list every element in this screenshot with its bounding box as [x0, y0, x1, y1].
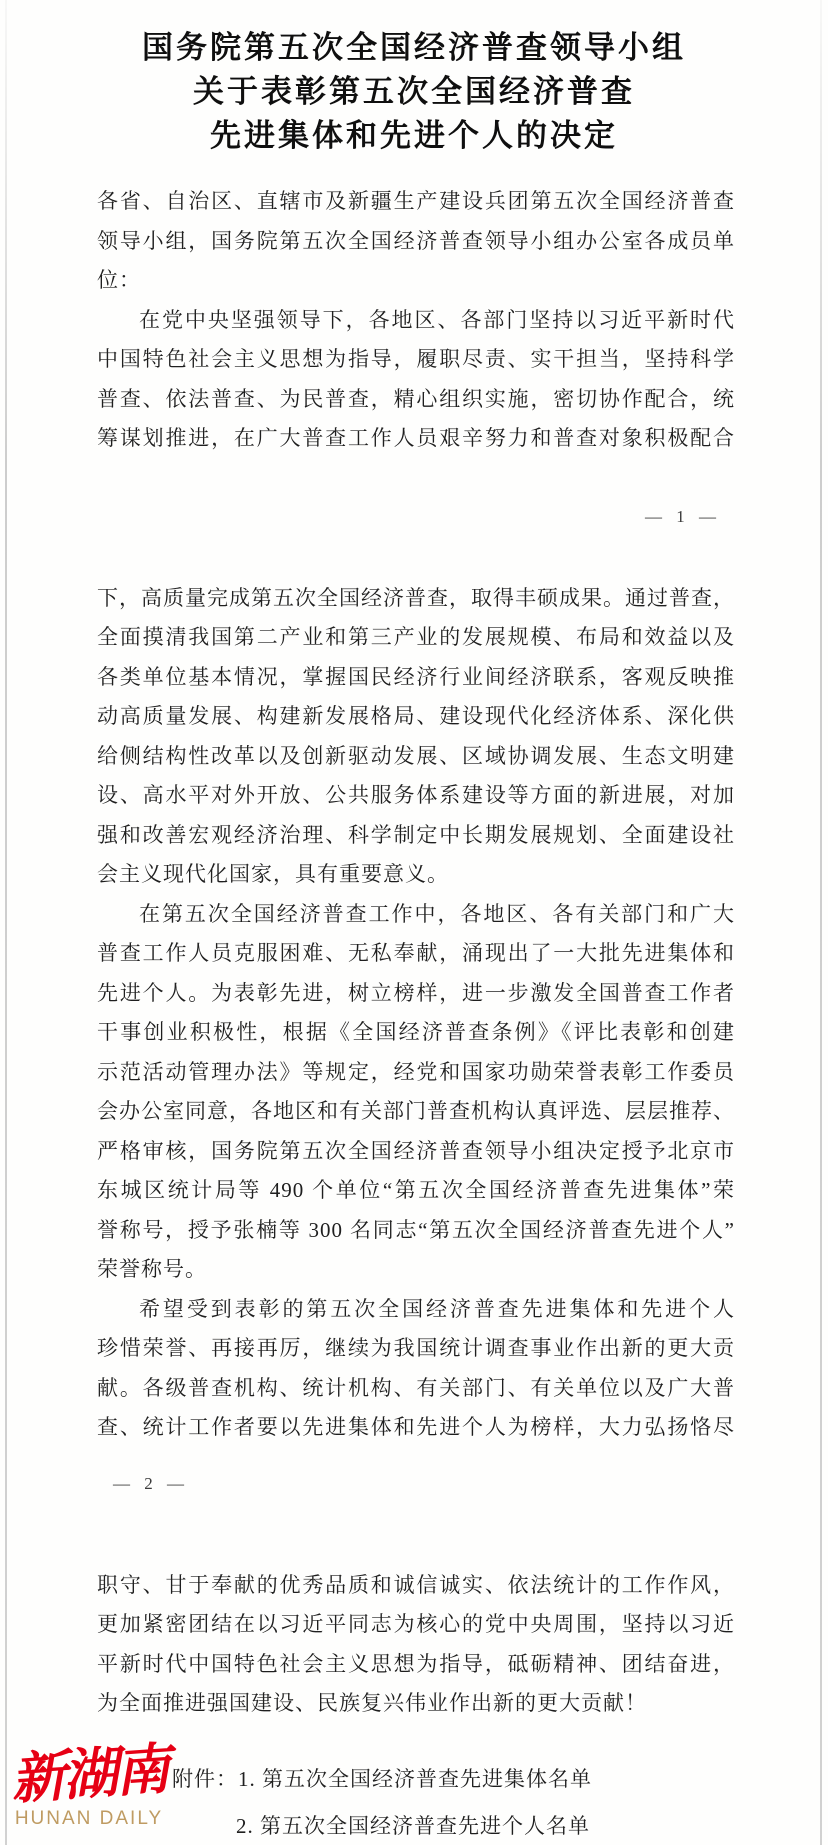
body-line: 设、高水平对外开放、公共服务体系建设等方面的新进展，对加	[97, 783, 735, 807]
body-line: 动高质量发展、构建新发展格局、建设现代化经济体系、深化供	[97, 704, 735, 728]
body-line: 东城区统计局等 490 个单位“第五次全国经济普查先进集体”荣	[97, 1178, 735, 1202]
body-line: 献。各级普查机构、统计机构、有关部门、有关单位以及广大普	[97, 1375, 735, 1400]
body-line: 职守、甘于奉献的优秀品质和诚信诚实、依法统计的工作作风，	[97, 1572, 735, 1597]
body-line: 为全面推进强国建设、民族复兴伟业作出新的更大贡献！	[97, 1691, 647, 1715]
body-line: 中国特色社会主义思想为指导，履职尽责、实干担当，坚持科学	[97, 347, 735, 371]
attachments-list	[172, 1744, 592, 1845]
page-left-edge-line	[5, 0, 7, 1845]
hunan-daily-logo	[6, 1735, 172, 1830]
document-title	[90, 26, 738, 158]
attachment-item-2: 2. 第五次全国经济普查先进个人名单	[236, 1813, 590, 1838]
body-line: 强和改善宏观经济治理、科学制定中长期发展规划、全面建设社	[97, 822, 735, 847]
title-line-2: 关于表彰第五次全国经济普查	[193, 74, 635, 109]
body-line: 普查、依法普查、为民普查，精心组织实施，密切协作配合，统	[97, 386, 735, 411]
hunan-logo-cn: 新湖南	[8, 1735, 170, 1811]
body-line: 会主义现代化国家，具有重要意义。	[97, 862, 449, 886]
attachments-label: 附件：	[172, 1766, 238, 1791]
page-number: — 1 —	[645, 506, 721, 526]
attachment-row-1	[172, 1756, 592, 1803]
hunan-logo-en: HUNAN DAILY	[14, 1807, 164, 1829]
body-line: 示范活动管理办法》等规定，经党和国家功勋荣誉表彰工作委员	[97, 1059, 735, 1084]
body-line: 更加紧密团结在以习近平同志为核心的党中央周围，坚持以习近	[97, 1612, 735, 1636]
body-line: 各类单位基本情况，掌握国民经济行业间经济联系，客观反映推	[97, 664, 735, 689]
body-line: 各省、自治区、直辖市及新疆生产建设兵团第五次全国经济普查	[97, 189, 735, 213]
body-line: 给侧结构性改革以及创新驱动发展、区域协调发展、生态文明建	[97, 743, 735, 768]
document-footer	[6, 1735, 828, 1845]
page-number: — 2 —	[113, 1473, 189, 1493]
body-line: 下，高质量完成第五次全国经济普查，取得丰硕成果。通过普查，	[97, 585, 735, 610]
body-line: 查、统计工作者要以先进集体和先进个人为榜样，大力弘扬恪尽	[97, 1415, 735, 1439]
body-line: 普查工作人员克服困难、无私奉献，涌现出了一大批先进集体和	[97, 941, 735, 965]
body-line: 荣誉称号。	[97, 1257, 207, 1281]
body-line: 在第五次全国经济普查工作中，各地区、各有关部门和广大	[139, 901, 735, 926]
document-body	[97, 182, 735, 1724]
body-line: 誉称号，授予张楠等 300 名同志“第五次全国经济普查先进个人”	[97, 1217, 735, 1242]
body-line: 会办公室同意，各地区和有关部门普查机构认真评选、层层推荐、	[97, 1099, 735, 1123]
body-line: 先进个人。为表彰先进，树立榜样，进一步激发全国普查工作者	[97, 980, 735, 1005]
body-line: 平新时代中国特色社会主义思想为指导，砥砺精神、团结奋进，	[97, 1651, 735, 1676]
body-line: 全面摸清我国第二产业和第三产业的发展规模、布局和效益以及	[97, 625, 735, 649]
attachment-row-2	[172, 1803, 592, 1845]
page-right-edge-line	[820, 0, 822, 1845]
body-line: 在党中央坚强领导下，各地区、各部门坚持以习近平新时代	[139, 307, 735, 332]
body-line: 筹谋划推进，在广大普查工作人员艰辛努力和普查对象积极配合	[97, 426, 735, 450]
body-line: 领导小组，国务院第五次全国经济普查领导小组办公室各成员单	[97, 228, 735, 253]
attachment-item-1: 1. 第五次全国经济普查先进集体名单	[238, 1766, 592, 1791]
body-line: 珍惜荣誉、再接再厉，继续为我国统计调查事业作出新的更大贡	[97, 1336, 735, 1360]
body-line: 希望受到表彰的第五次全国经济普查先进集体和先进个人	[139, 1296, 735, 1321]
title-line-1: 国务院第五次全国经济普查领导小组	[142, 30, 686, 65]
body-line: 严格审核，国务院第五次全国经济普查领导小组决定授予北京市	[97, 1138, 735, 1163]
body-line: 干事创业积极性，根据《全国经济普查条例》《评比表彰和创建	[97, 1020, 735, 1044]
body-line: 位：	[97, 268, 141, 292]
title-line-3: 先进集体和先进个人的决定	[210, 118, 618, 153]
